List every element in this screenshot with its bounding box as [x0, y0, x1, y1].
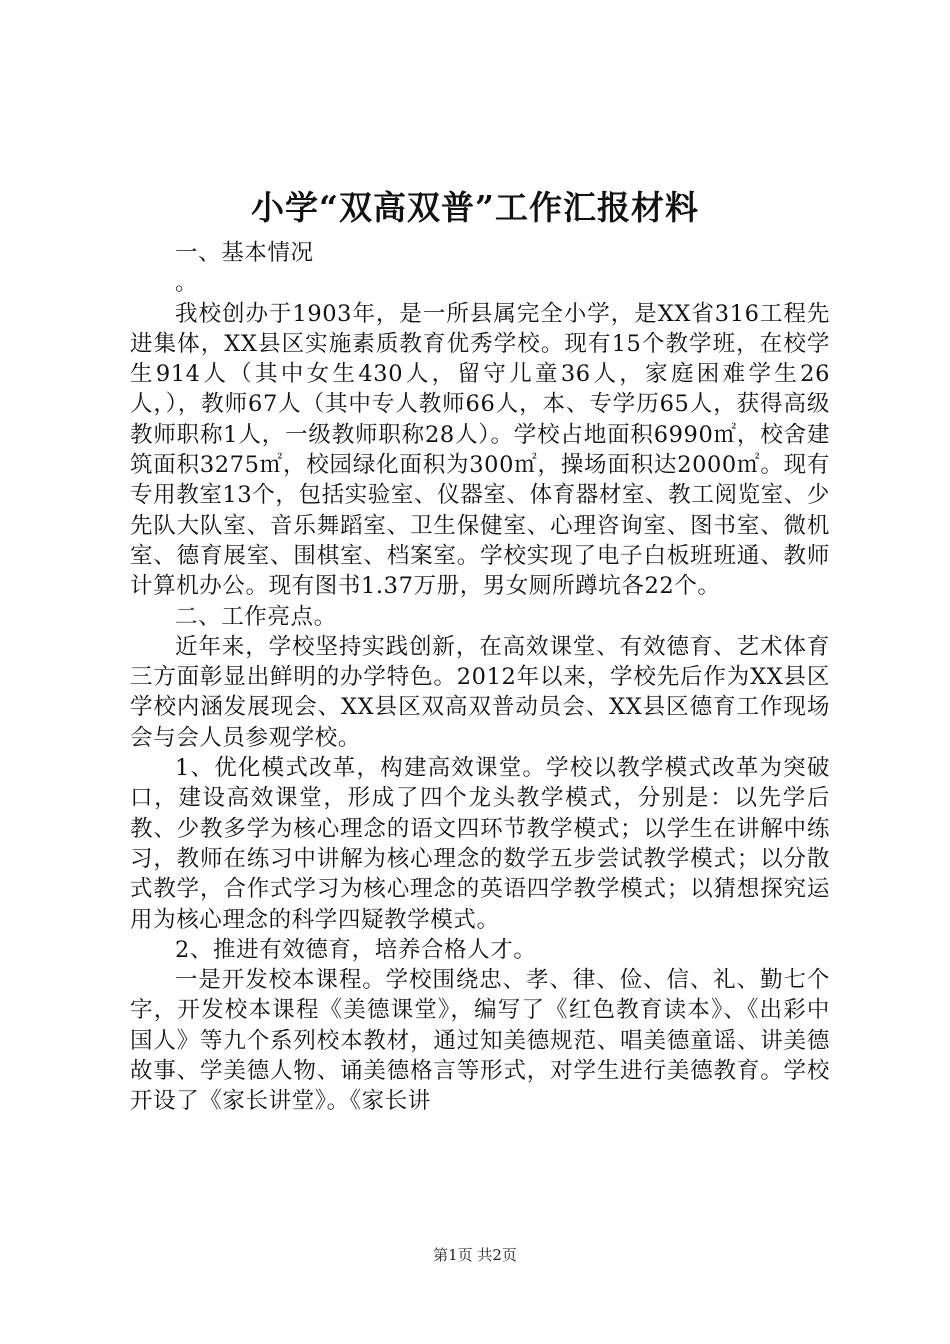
page-footer: 第1页 共2页 — [433, 1246, 517, 1264]
paragraph-recent-years: 近年来，学校坚持实践创新，在高效课堂、有效德育、艺术体育三方面彰显出鲜明的办学特色。2012年以来，学校先后作为XX县区学校内涵发展现会、XX县区双高双普动员会、XX县区德育工作现场会与会人员参观学校。 — [130, 633, 830, 751]
paragraph-school-overview: 我校创办于1903年，是一所县属完全小学，是XX省316工程先进集体，XX县区实施素质教育优秀学校。现有15个教学班，在校学生914人（其中女生430人，留守儿童36人，家庭困难学生26人，），教师67人（其中专人教师66人，本、专学历65人，获得高级教师职称1人，一级教师职称28人）。学校占地面积6990㎡，校舍建筑面积3275㎡，校园绿化面积为300㎡，操场面积达2000㎡。现有专用教室13个，包括实验室、仪器室、体育器材室、教工阅览室、少先队大队室、音乐舞蹈室、卫生保健室、心理咨询室、图书室、微机室、德育展室、围棋室、档案室。学校实现了电子白板班班通、教师计算机办公。现有图书1.37万册，男女厕所蹲坑各22个。 — [130, 300, 830, 600]
paragraph-dot: 。 — [175, 270, 199, 297]
paragraph-school-curriculum: 一是开发校本课程。学校围绕忠、孝、律、俭、信、礼、勤七个字，开发校本课程《美德课堂》，编写了《红色教育读本》、《出彩中国人》等九个系列校本教材，通过知美德规范、唱美德童谣、讲美德故事、学美德人物、诵美德格言等形式，对学生进行美德教育。学校开设了《家长讲堂》。《家长讲 — [130, 967, 830, 1115]
section-heading-highlights: 二、工作亮点。 — [175, 603, 337, 630]
section-heading-basic-info: 一、基本情况 — [175, 240, 314, 266]
paragraph-moral-education-heading: 2、推进有效德育，培养合格人才。 — [175, 936, 537, 963]
document-body — [130, 238, 830, 1117]
document-title: 小学“双高双普”工作汇报材料 — [251, 188, 699, 227]
paragraph-teaching-reform: 1、优化模式改革，构建高效课堂。学校以教学模式改革为突破口，建设高效课堂，形成了四个龙头教学模式，分别是：以先学后教、少教多学为核心理念的语文四环节教学模式；以学生在讲解中练习，教师在练习中讲解为核心理念的数学五步尝试教学模式；以分散式教学，合作式学习为核心理念的英语四学教学模式；以猜想探究运用为核心理念的科学四疑教学模式。 — [130, 755, 830, 933]
